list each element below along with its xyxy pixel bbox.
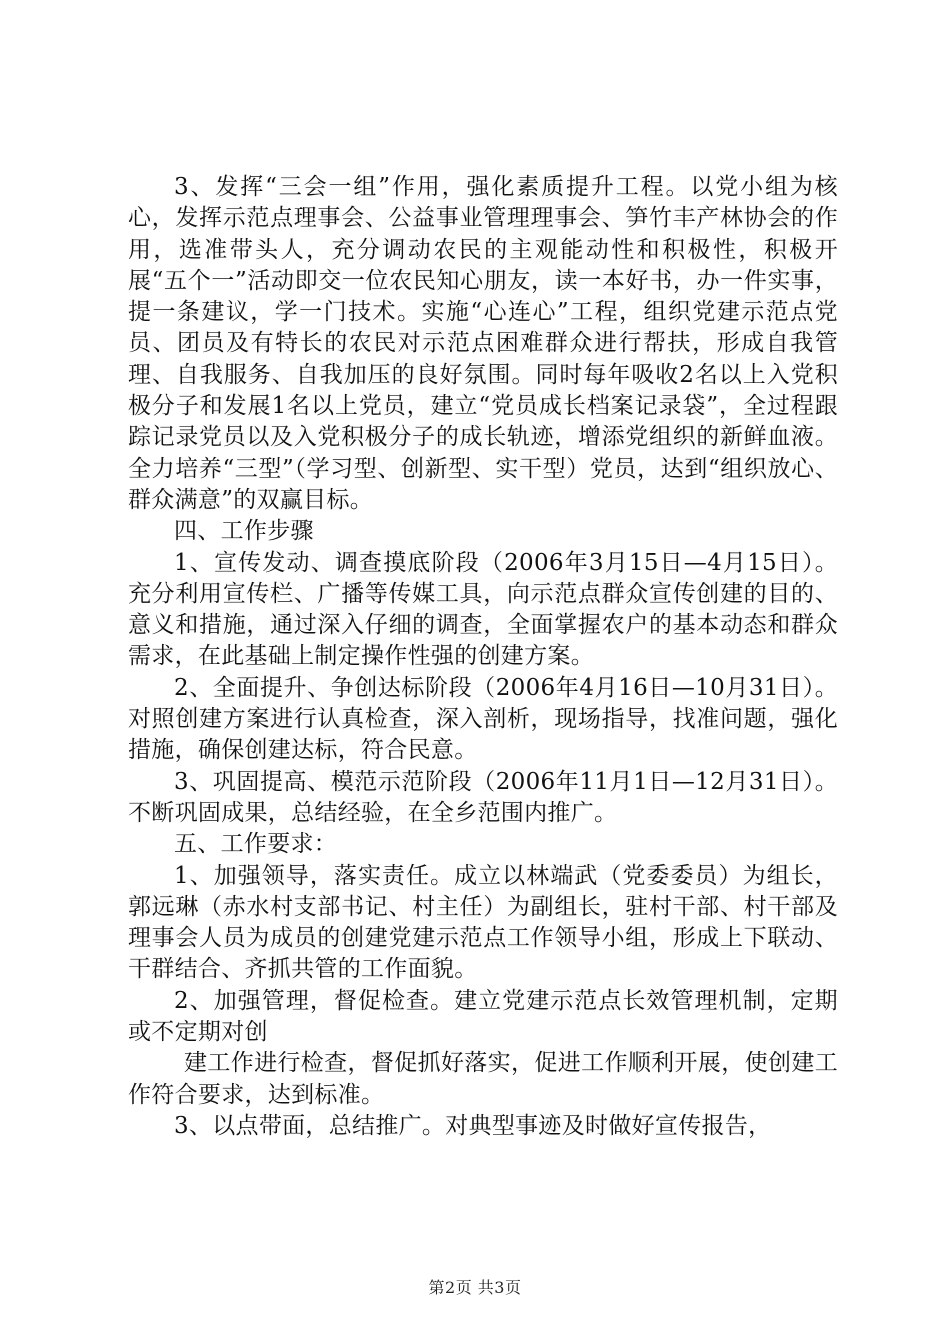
paragraph-requirement-2: 2、加强管理，督促检查。建立党建示范点长效管理机制，定期或不定期对创	[128, 987, 838, 1046]
document-body	[128, 172, 838, 1142]
heading-work-requirements: 五、工作要求：	[174, 831, 338, 858]
paragraph-requirement-1: 1、加强领导，落实责任。成立以林端武（党委委员）为组长，郭远琳（赤水村支部书记、村主任）为副组长，驻村干部、村干部及理事会人员为成员的创建党建示范点工作领导小组，形成上下联动、干群结合、齐抓共管的工作面貌。	[128, 862, 838, 983]
paragraph-step-2: 2、全面提升、争创达标阶段（2006年4月16日—10月31日）。对照创建方案进行认真检查，深入剖析，现场指导，找准问题，强化措施，确保创建达标，符合民意。	[128, 674, 838, 764]
paragraph-quality-project: 3、发挥“三会一组”作用，强化素质提升工程。以党小组为核心，发挥示范点理事会、公益事业管理理事会、笋竹丰产林协会的作用，选准带头人，充分调动农民的主观能动性和积极性，积极开展“五个一”活动即交一位农民知心朋友，读一本好书，办一件实事，提一条建议，学一门技术。实施“心连心”工程，组织党建示范点党员、团员及有特长的农民对示范点困难群众进行帮扶，形成自我管理、自我服务、自我加压的良好氛围。同时每年吸收2名以上入党积极分子和发展1名以上党员，建立“党员成长档案记录袋”，全过程跟踪记录党员以及入党积极分子的成长轨迹，增添党组织的新鲜血液。全力培养“三型”（学习型、创新型、实干型）党员，达到“组织放心、群众满意”的双赢目标。	[128, 174, 838, 513]
heading-work-steps: 四、工作步骤	[174, 518, 314, 545]
paragraph-requirement-3: 3、以点带面，总结推广。对典型事迹及时做好宣传报告，	[174, 1112, 772, 1139]
page-footer: 第2页 共3页	[428, 1278, 522, 1297]
paragraph-step-1: 1、宣传发动、调查摸底阶段（2006年3月15日—4月15日）。充分利用宣传栏、广播等传媒工具，向示范点群众宣传创建的目的、意义和措施，通过深入仔细的调查，全面掌握农户的基本动态和群众需求，在此基础上制定操作性强的创建方案。	[128, 549, 838, 670]
paragraph-step-3: 3、巩固提高、模范示范阶段（2006年11月1日—12月31日）。不断巩固成果，总结经验，在全乡范围内推广。	[128, 768, 838, 826]
paragraph-requirement-2-continued: 建工作进行检查，督促抓好落实，促进工作顺利开展，使创建工作符合要求，达到标准。	[128, 1050, 838, 1108]
